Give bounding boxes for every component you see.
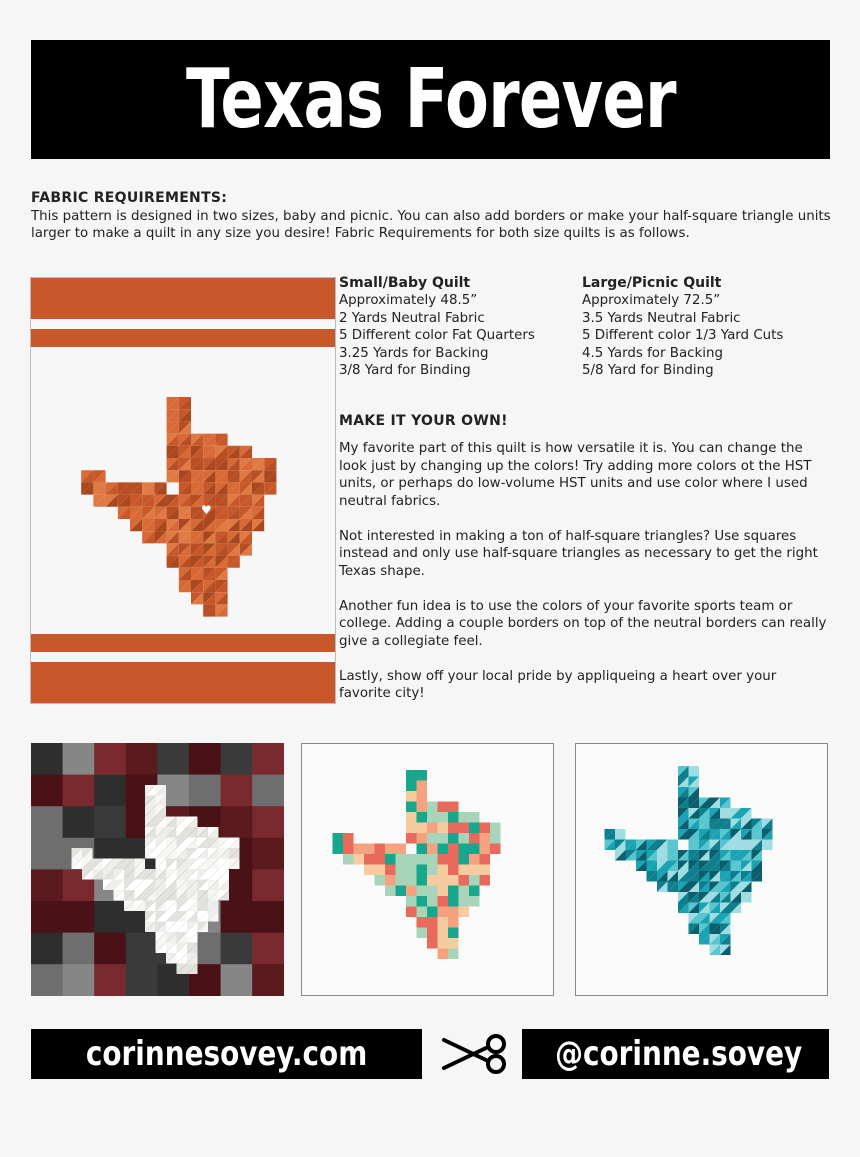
quilt-square xyxy=(427,844,438,855)
paragraph: Not interested in making a ton of half-square triangles? Use squares instead and only use half-square triangles as necessary to get the right Texas shape. xyxy=(339,528,818,579)
size-line: Approximately 72.5” xyxy=(582,293,721,309)
background-block xyxy=(221,743,253,775)
quilt-square xyxy=(417,928,428,939)
quilt-square xyxy=(375,865,386,876)
background-block xyxy=(63,901,95,933)
make-it-your-own-body xyxy=(339,440,831,720)
quilt-square xyxy=(469,833,480,844)
background-block xyxy=(221,964,253,996)
quilt-square xyxy=(448,865,459,876)
background-block xyxy=(31,933,63,965)
quilt-square xyxy=(343,833,354,844)
quilt-square xyxy=(417,854,428,865)
background-block xyxy=(252,964,284,996)
quilt-square xyxy=(459,875,470,886)
quilt-square xyxy=(448,896,459,907)
quilt-square xyxy=(343,844,354,855)
scissors-icon xyxy=(440,1032,512,1076)
quilt-square xyxy=(385,844,396,855)
background-block xyxy=(252,775,284,807)
background-block xyxy=(252,933,284,965)
quilt-square xyxy=(490,844,501,855)
quilt-square xyxy=(438,833,449,844)
size-line: 3.5 Yards Neutral Fabric xyxy=(582,310,741,326)
quilt-square xyxy=(448,812,459,823)
background-block xyxy=(126,743,158,775)
quilt-square xyxy=(480,844,491,855)
quilt-square xyxy=(406,802,417,813)
quilt-square xyxy=(427,833,438,844)
quilt-square xyxy=(469,812,480,823)
background-block xyxy=(157,743,189,775)
quilt-square xyxy=(469,896,480,907)
size-title: Large/Picnic Quilt xyxy=(582,275,722,291)
background-block xyxy=(31,964,63,996)
quilt-square xyxy=(438,949,449,960)
quilt-square xyxy=(396,854,407,865)
quilt-square xyxy=(364,865,375,876)
quilt-square xyxy=(459,844,470,855)
quilt-square xyxy=(490,823,501,834)
quilt-square xyxy=(406,854,417,865)
website-banner[interactable] xyxy=(31,1029,422,1079)
quilt-square xyxy=(438,875,449,886)
quilt-square xyxy=(406,770,417,781)
quilt-square xyxy=(417,917,428,928)
quilt-square xyxy=(427,854,438,865)
background-block xyxy=(31,901,63,933)
background-block xyxy=(252,838,284,870)
background-block xyxy=(63,933,95,965)
background-block xyxy=(252,806,284,838)
title-banner xyxy=(31,40,830,159)
cover-quilt-illustration xyxy=(30,277,336,704)
quilt-square xyxy=(343,854,354,865)
size-line: 3.25 Yards for Backing xyxy=(339,345,489,361)
background-block xyxy=(63,775,95,807)
quilt-square xyxy=(438,802,449,813)
quilt-square xyxy=(448,917,459,928)
quilt-square xyxy=(448,802,459,813)
quilt-square xyxy=(438,886,449,897)
size-line: 5 Different color 1/3 Yard Cuts xyxy=(582,328,784,344)
instagram-handle[interactable]: @corinne.sovey xyxy=(554,1034,803,1074)
quilt-square xyxy=(459,833,470,844)
quilt-square xyxy=(459,854,470,865)
size-line: 4.5 Yards for Backing xyxy=(582,345,723,361)
texas-shape-teal xyxy=(605,766,773,955)
quilt-square xyxy=(438,928,449,939)
quilt-square xyxy=(448,854,459,865)
heart-icon: ♥ xyxy=(201,503,212,517)
quilt-square xyxy=(448,823,459,834)
quilt-square xyxy=(385,854,396,865)
texas-shape-orange xyxy=(81,397,276,617)
quilt-square xyxy=(469,823,480,834)
quilt-square xyxy=(427,907,438,918)
quilt-square xyxy=(406,875,417,886)
background-block xyxy=(221,775,253,807)
quilt-square xyxy=(406,907,417,918)
quilt-square xyxy=(438,823,449,834)
size-line: 5/8 Yard for Binding xyxy=(582,363,714,379)
quilt-square xyxy=(396,875,407,886)
quilt-square xyxy=(375,844,386,855)
size-line: Approximately 48.5” xyxy=(339,293,478,309)
quilt-square xyxy=(406,886,417,897)
background-block xyxy=(221,933,253,965)
background-block xyxy=(252,901,284,933)
size-line: 5 Different color Fat Quarters xyxy=(339,328,535,344)
fabric-requirements-heading: FABRIC REQUIREMENTS: xyxy=(31,190,228,206)
quilt-square xyxy=(417,896,428,907)
quilt-square xyxy=(417,770,428,781)
texas-shape-pastel xyxy=(333,770,501,959)
quilt-square xyxy=(364,844,375,855)
quilt-square xyxy=(396,844,407,855)
quilt-square xyxy=(417,865,428,876)
quilt-square xyxy=(427,938,438,949)
small-baby-quilt-info xyxy=(339,275,535,379)
fabric-requirements-intro: This pattern is designed in two sizes, baby and picnic. You can also add borders or make your half-square triangle units larger to make a quilt in any size you desire! Fabric Requirements for both size quilts is as follows. xyxy=(31,209,831,241)
quilt-square xyxy=(406,823,417,834)
quilt-square xyxy=(427,896,438,907)
quilt-square xyxy=(385,865,396,876)
large-picnic-quilt-info xyxy=(582,275,783,379)
quilt-square xyxy=(448,833,459,844)
quilt-square xyxy=(459,907,470,918)
quilt-square xyxy=(427,823,438,834)
quilt-square xyxy=(375,875,386,886)
quilt-square xyxy=(480,875,491,886)
quilt-square xyxy=(417,791,428,802)
background-block xyxy=(94,775,126,807)
background-block xyxy=(31,775,63,807)
quilt-square xyxy=(396,886,407,897)
background-block xyxy=(94,964,126,996)
quilt-square xyxy=(417,833,428,844)
quilt-square xyxy=(438,844,449,855)
background-block xyxy=(31,806,63,838)
quilt-square xyxy=(448,938,459,949)
paragraph: Lastly, show off your local pride by appliqueing a heart over your favorite city! xyxy=(339,668,777,701)
quilt-square xyxy=(469,865,480,876)
background-block xyxy=(31,743,63,775)
background-block xyxy=(221,806,253,838)
quilt-square xyxy=(417,844,428,855)
quilt-square xyxy=(480,823,491,834)
paragraph: My favorite part of this quilt is how versatile it is. You can change the look just by changing up the colors! Try adding more colors ot the HST units, or perhaps do low-volume HST units and use color where I used neutral fabrics. xyxy=(339,441,812,509)
quilt-square xyxy=(417,812,428,823)
variation-teal-hst xyxy=(575,743,828,996)
quilt-square xyxy=(448,949,459,960)
quilt-square xyxy=(448,875,459,886)
quilt-square xyxy=(417,907,428,918)
background-block xyxy=(94,933,126,965)
website-link[interactable]: corinnesovey.com xyxy=(85,1034,368,1074)
quilt-square xyxy=(354,854,365,865)
quilt-square xyxy=(406,781,417,792)
quilt-square xyxy=(438,917,449,928)
quilt-square xyxy=(406,865,417,876)
quilt-square xyxy=(406,833,417,844)
quilt-square xyxy=(459,886,470,897)
quilt-square xyxy=(448,928,459,939)
background-block xyxy=(94,743,126,775)
quilt-square xyxy=(448,886,459,897)
quilt-square xyxy=(438,854,449,865)
quilt-square xyxy=(427,928,438,939)
quilt-square xyxy=(480,854,491,865)
quilt-square xyxy=(427,917,438,928)
quilt-square xyxy=(417,886,428,897)
quilt-square xyxy=(459,823,470,834)
background-block xyxy=(63,964,95,996)
quilt-square xyxy=(480,865,491,876)
quilt-square xyxy=(406,812,417,823)
quilt-square xyxy=(480,833,491,844)
quilt-square xyxy=(427,812,438,823)
background-block xyxy=(94,806,126,838)
quilt-square xyxy=(364,854,375,865)
quilt-square xyxy=(333,844,344,855)
quilt-square xyxy=(459,812,470,823)
quilt-square xyxy=(385,886,396,897)
quilt-square xyxy=(427,802,438,813)
quilt-square xyxy=(375,854,386,865)
quilt-square xyxy=(417,875,428,886)
quilt-square xyxy=(354,844,365,855)
quilt-square xyxy=(469,844,480,855)
quilt-square xyxy=(417,802,428,813)
quilt-square xyxy=(427,865,438,876)
make-it-your-own-heading: MAKE IT YOUR OWN! xyxy=(339,413,508,429)
quilt-square xyxy=(427,886,438,897)
background-block xyxy=(94,901,126,933)
quilt-square xyxy=(469,886,480,897)
background-block xyxy=(31,869,63,901)
quilt-square xyxy=(448,907,459,918)
background-block xyxy=(126,964,158,996)
quilt-square xyxy=(448,844,459,855)
quilt-square xyxy=(438,907,449,918)
background-block xyxy=(63,806,95,838)
quilt-square xyxy=(333,833,344,844)
instagram-banner[interactable] xyxy=(522,1029,829,1079)
quilt-square xyxy=(438,896,449,907)
quilt-square xyxy=(406,791,417,802)
variation-maroon-gray xyxy=(31,743,284,996)
quilt-square xyxy=(469,854,480,865)
background-block xyxy=(252,869,284,901)
quilt-square xyxy=(490,833,501,844)
paragraph: Another fun idea is to use the colors of your favorite sports team or college. Adding a couple borders on top of the neutral borders can really give a collegiate feel. xyxy=(339,598,827,649)
quilt-square xyxy=(406,896,417,907)
quilt-square xyxy=(417,781,428,792)
size-title: Small/Baby Quilt xyxy=(339,275,471,291)
quilt-square xyxy=(396,865,407,876)
quilt-square xyxy=(438,865,449,876)
background-block xyxy=(31,838,63,870)
background-block xyxy=(189,775,221,807)
quilt-square xyxy=(459,896,470,907)
quilt-square xyxy=(459,865,470,876)
background-block xyxy=(252,743,284,775)
background-block xyxy=(221,901,253,933)
size-line: 3/8 Yard for Binding xyxy=(339,363,471,379)
quilt-square xyxy=(438,812,449,823)
quilt-square xyxy=(469,875,480,886)
background-block xyxy=(63,743,95,775)
page-title: Texas Forever xyxy=(185,52,676,147)
size-line: 2 Yards Neutral Fabric xyxy=(339,310,485,326)
background-block xyxy=(126,933,158,965)
quilt-square xyxy=(417,823,428,834)
quilt-square xyxy=(385,875,396,886)
background-block xyxy=(189,743,221,775)
quilt-square xyxy=(438,938,449,949)
variation-pastel-checker xyxy=(301,743,554,996)
quilt-square xyxy=(427,875,438,886)
